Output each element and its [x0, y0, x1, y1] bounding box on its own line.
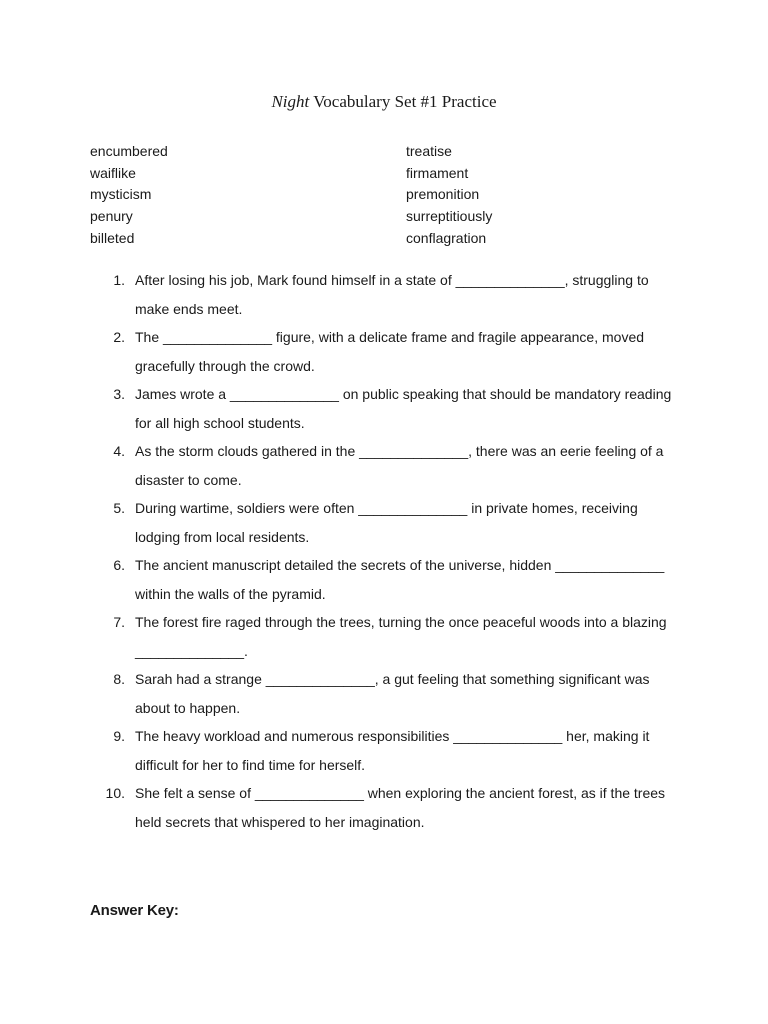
vocab-word: penury [90, 208, 133, 225]
question-number: 2. [113, 329, 125, 345]
question-text: The ancient manuscript detailed the secrets of the universe, hidden ______________ within the walls of the pyramid. [135, 557, 665, 602]
vocab-word: premonition [406, 186, 480, 203]
question-number: 5. [113, 500, 125, 516]
vocab-word: waiflike [90, 164, 136, 181]
question-number: 8. [113, 671, 125, 687]
question-list [0, 266, 768, 836]
question-number: 3. [113, 386, 125, 402]
vocab-word: conflagration [406, 229, 487, 246]
vocab-word: surreptitiously [406, 208, 493, 225]
vocab-word: encumbered [90, 143, 168, 159]
answer-key-heading: Answer Key: [90, 902, 179, 919]
question-text: The heavy workload and numerous responsibilities ______________ her, making it difficult for her to find time for herself. [135, 728, 650, 773]
question-text: James wrote a ______________ on public speaking that should be mandatory reading for all high school students. [135, 386, 672, 431]
question-number: 4. [113, 443, 125, 459]
question-number: 1. [113, 272, 125, 288]
title-book-name: Night [271, 92, 310, 111]
question-item [0, 323, 768, 380]
page-title [0, 92, 768, 112]
question-item [0, 665, 768, 722]
question-item [0, 266, 768, 323]
question-text: During wartime, soldiers were often ______________ in private homes, receiving lodging from local residents. [135, 500, 638, 545]
question-number: 6. [113, 557, 125, 573]
question-text: As the storm clouds gathered in the ______________, there was an eerie feeling of a disaster to come. [135, 443, 664, 488]
question-item [0, 494, 768, 551]
question-text: After losing his job, Mark found himself in a state of ______________, struggling to make ends meet. [135, 272, 649, 317]
question-item [0, 551, 768, 608]
question-text: The ______________ figure, with a delicate frame and fragile appearance, moved gracefully through the crowd. [135, 329, 645, 374]
vocab-word: mysticism [90, 186, 152, 203]
vocab-word: billeted [90, 229, 135, 246]
question-item [0, 722, 768, 779]
vocab-word: treatise [406, 143, 452, 159]
question-text: She felt a sense of ______________ when exploring the ancient forest, as if the trees held secrets that whispered to her imagination. [135, 785, 666, 830]
question-number: 9. [113, 728, 125, 744]
title-rest: Vocabulary Set #1 Practice [309, 92, 497, 111]
question-item [0, 608, 768, 665]
question-number: 10. [105, 785, 125, 801]
question-item [0, 437, 768, 494]
question-text: The forest fire raged through the trees, turning the once peaceful woods into a blazing ______________. [135, 614, 667, 659]
question-item [0, 380, 768, 437]
vocab-list-right [406, 141, 492, 250]
question-item [0, 779, 768, 836]
vocab-list-left [90, 141, 168, 250]
vocab-word: firmament [406, 164, 469, 181]
question-text: Sarah had a strange ______________, a gut feeling that something significant was about to happen. [135, 671, 650, 716]
question-number: 7. [113, 614, 125, 630]
